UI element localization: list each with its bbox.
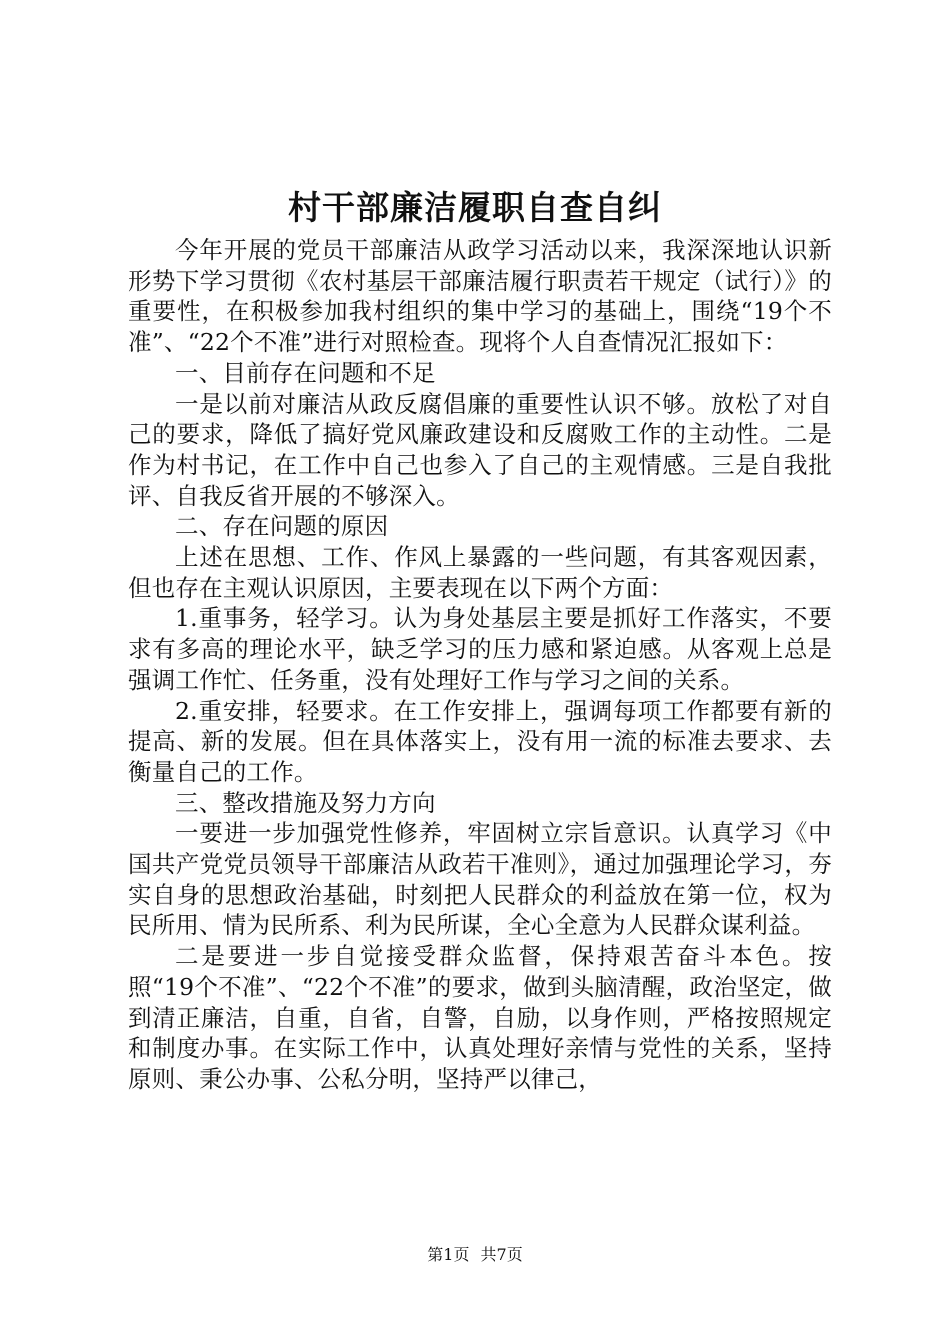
paragraph-measure-1: 一要进一步加强党性修养，牢固树立宗旨意识。认真学习《中国共产党党员领导干部廉洁从政若干准则》，通过加强理论学习，夯实自身的思想政治基础，时刻把人民群众的利益放在第一位，权为民所用、情为民所系、利为民所谋，全心全意为人民群众谋利益。 bbox=[128, 819, 832, 940]
document-title: 村干部廉洁履职自查自纠 bbox=[288, 188, 662, 227]
document-body bbox=[128, 235, 832, 1095]
paragraph-problems: 一是以前对廉洁从政反腐倡廉的重要性认识不够。放松了对自己的要求，降低了搞好党风廉政建设和反腐败工作的主动性。二是作为村书记，在工作中自己也参入了自己的主观情感。三是自我批评、自我反省开展的不够深入。 bbox=[128, 389, 832, 510]
paragraph-intro: 今年开展的党员干部廉洁从政学习活动以来，我深深地认识新形势下学习贯彻《农村基层干部廉洁履行职责若干规定（试行）》的重要性，在积极参加我村组织的集中学习的基础上，围绕“19个不准”、“22个不准”进行对照检查。现将个人自查情况汇报如下： bbox=[128, 236, 832, 357]
section-heading-3: 三、整改措施及努力方向 bbox=[175, 788, 436, 817]
paragraph-cause-2: 2.重安排，轻要求。在工作安排上，强调每项工作都要有新的提高、新的发展。但在具体落实上，没有用一流的标准去要求、去衡量自己的工作。 bbox=[128, 696, 832, 786]
section-heading-2: 二、存在问题的原因 bbox=[175, 512, 389, 541]
section-heading-1: 一、目前存在问题和不足 bbox=[175, 358, 436, 387]
paragraph-measure-2: 二是要进一步自觉接受群众监督，保持艰苦奋斗本色。按照“19个不准”、“22个不准”的要求，做到头脑清醒，政治坚定，做到清正廉洁，自重，自省，自警，自励，以身作则，严格按照规定和制度办事。在实际工作中，认真处理好亲情与党性的关系，坚持原则、秉公办事、公私分明，坚持严以律己， bbox=[128, 942, 832, 1093]
page-footer: 第1页 共7页 bbox=[427, 1245, 523, 1264]
paragraph-causes-intro: 上述在思想、工作、作风上暴露的一些问题，有其客观因素，但也存在主观认识原因，主要表现在以下两个方面： bbox=[128, 543, 832, 602]
paragraph-cause-1: 1.重事务，轻学习。认为身处基层主要是抓好工作落实，不要求有多高的理论水平，缺乏学习的压力感和紧迫感。从客观上总是强调工作忙、任务重，没有处理好工作与学习之间的关系。 bbox=[128, 604, 832, 694]
